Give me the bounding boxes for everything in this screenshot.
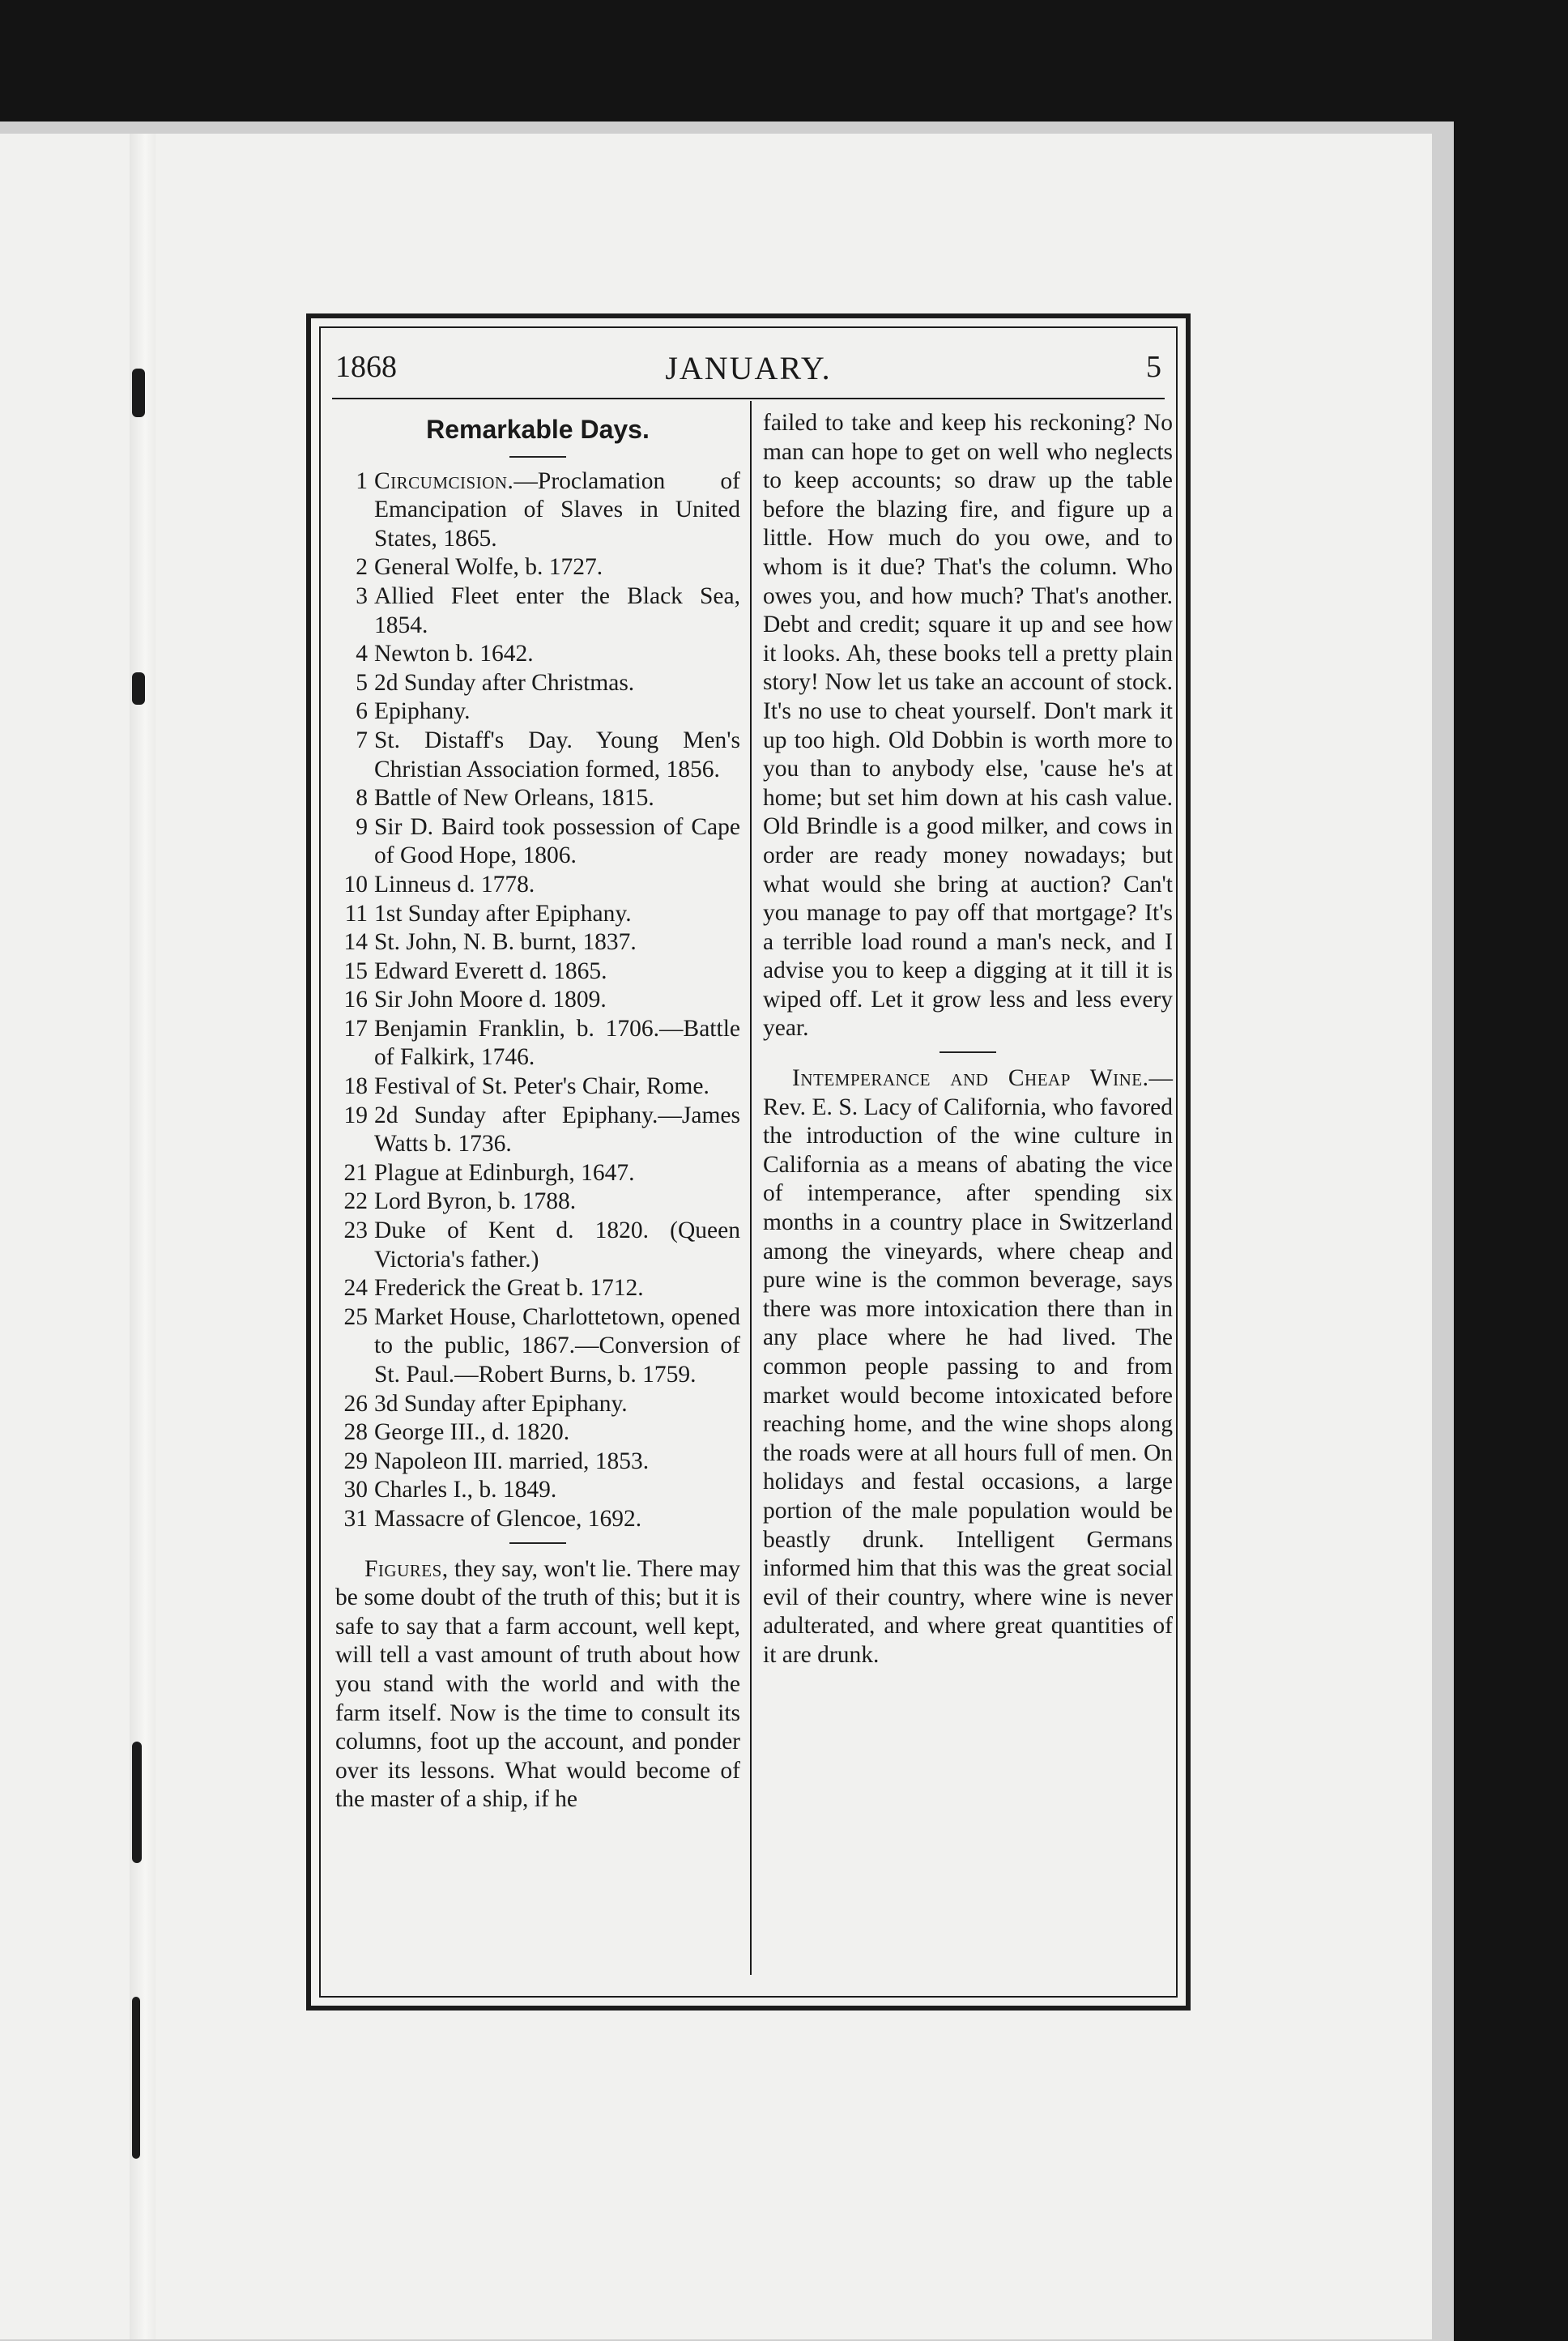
day-text [374,871,740,900]
day-text [374,813,740,871]
day-body: Newton b. 1642. [374,641,534,667]
day-number: 10 [343,871,368,898]
day-text [374,1015,740,1072]
day-text [374,1448,740,1477]
title-rule [509,456,566,458]
day-body: St. Distaff's Day. Young Men's Christian Association formed, 1856. [374,727,740,782]
remarkable-day-item [335,1274,740,1303]
day-number: 19 [343,1102,368,1128]
column-rule [750,401,752,1975]
remarkable-day-item [335,640,740,669]
day-body: Battle of New Orleans, 1815. [374,785,654,812]
binding-stitch [132,672,145,705]
day-body: Linneus d. 1778. [374,871,535,898]
day-body: Frederick the Great b. 1712. [374,1275,644,1302]
day-body: Massacre of Glencoe, 1692. [374,1505,642,1532]
day-text [374,928,740,957]
remarkable-day-item [335,669,740,698]
intemperance-lead: Intemperance and Cheap Wine. [792,1065,1149,1092]
day-number: 4 [356,641,368,667]
header-year: 1868 [335,350,397,384]
page-number: 5 [1146,350,1161,384]
day-number: 2 [356,554,368,581]
day-text [374,582,740,640]
binding-stitch [132,1742,142,1863]
day-number: 23 [343,1217,368,1244]
day-body: Charles I., b. 1849. [374,1477,557,1503]
left-column [335,409,740,1814]
intemperance-paragraph [763,1064,1173,1669]
day-number: 30 [343,1477,368,1503]
binding-stitch [132,1997,140,2159]
remarkable-day-item [335,1188,740,1217]
remarkable-day-item [335,1072,740,1102]
day-body: Duke of Kent d. 1820. (Queen Victoria's father.) [374,1217,740,1273]
day-body: Napoleon III. married, 1853. [374,1448,650,1474]
day-body: Epiphany. [374,698,471,725]
day-body: George III., d. 1820. [374,1419,570,1446]
day-text [374,1505,740,1534]
remarkable-day-item [335,784,740,813]
section-rule [509,1542,566,1544]
day-number: 5 [356,669,368,696]
remarkable-days-list [335,467,740,1534]
day-text [374,784,740,813]
day-body: 2d Sunday after Christmas. [374,669,635,696]
day-number: 25 [343,1303,368,1330]
day-number: 7 [356,727,368,753]
remarkable-day-item [335,1448,740,1477]
day-number: 28 [343,1419,368,1446]
day-text [374,1102,740,1159]
day-number: 24 [343,1275,368,1302]
day-number: 21 [343,1159,368,1186]
day-number: 6 [356,698,368,725]
day-number: 17 [343,1015,368,1042]
day-text [374,986,740,1015]
day-text [374,1072,740,1102]
remarkable-day-item [335,467,740,554]
remarkable-day-item [335,986,740,1015]
day-body: 3d Sunday after Epiphany. [374,1390,628,1417]
remarkable-day-item [335,727,740,784]
day-number: 14 [343,929,368,956]
day-text [374,1188,740,1217]
day-body: 1st Sunday after Epiphany. [374,900,632,927]
day-text [374,1476,740,1505]
remarkable-day-item [335,1505,740,1534]
remarkable-day-item [335,1303,740,1390]
binding-stitch [132,369,145,417]
day-body: Sir John Moore d. 1809. [374,987,607,1013]
page-frame [306,313,1191,2011]
day-body: St. John, N. B. burnt, 1837. [374,929,637,956]
section-rule [940,1051,996,1053]
day-text [374,553,740,582]
figures-paragraph [335,1555,740,1814]
day-body: —Proclamation of Emancipation of Slaves in United States, 1865. [374,467,740,552]
day-body: Lord Byron, b. 1788. [374,1188,577,1215]
day-number: 26 [343,1390,368,1417]
day-number: 15 [343,957,368,984]
day-text [374,727,740,784]
day-text [374,640,740,669]
day-body: Sir D. Baird took possession of Cape of Good Hope, 1806. [374,813,740,869]
remarkable-day-item [335,582,740,640]
day-body: General Wolfe, b. 1727. [374,554,603,581]
header-month: JANUARY. [665,350,832,386]
day-body: Allied Fleet enter the Black Sea, 1854. [374,582,740,638]
day-number: 18 [343,1073,368,1100]
remarkable-day-item [335,871,740,900]
day-body: Festival of St. Peter's Chair, Rome. [374,1073,709,1100]
day-text [374,669,740,698]
day-text [374,1274,740,1303]
figures-lead: Figures, [364,1555,449,1582]
day-number: 29 [343,1448,368,1474]
day-number: 31 [343,1505,368,1532]
day-text [374,1418,740,1448]
day-text [374,1217,740,1274]
day-text [374,697,740,727]
remarkable-days-title: Remarkable Days. [426,415,650,444]
day-number: 3 [356,582,368,609]
day-text [374,957,740,987]
day-body: Plague at Edinburgh, 1647. [374,1159,635,1186]
remarkable-day-item [335,1390,740,1419]
day-number: 1 [356,467,368,494]
remarkable-day-item [335,928,740,957]
day-text [374,1390,740,1419]
remarkable-day-item [335,697,740,727]
day-number: 22 [343,1188,368,1215]
day-body: 2d Sunday after Epiphany.—James Watts b. 1736. [374,1102,740,1158]
remarkable-day-item [335,1476,740,1505]
intemperance-text: —Rev. E. S. Lacy of California, who favored the introduction of the wine culture in California as a means of abating the vice of intemperance, after spending six months in a country place in Switzerland among the vineyards, where cheap and pure wine is the common beverage, says there was more intoxication there than in any place where he had lived. The common people passing to and from market would become intoxicated before reaching home, and the wine shops along the roads were at all hours full of men. On holidays and festal occasions, a large portion of the male population would be beastly drunk. Intelligent Germans informed him that this was the great social evil of their country, where wine is never adulterated, and where great quantities of it are drunk. [763,1065,1173,1668]
remarkable-day-item [335,813,740,871]
right-column [763,409,1173,1670]
day-number: 9 [356,813,368,840]
day-number: 8 [356,785,368,812]
remarkable-day-item [335,1217,740,1274]
remarkable-day-item [335,1418,740,1448]
day-text [374,1159,740,1188]
remarkable-day-item [335,1102,740,1159]
day-body: Market House, Charlottetown, opened to the public, 1867.—Conversion of St. Paul.—Robert Burns, b. 1759. [374,1303,740,1388]
remarkable-day-item [335,1159,740,1188]
day-text [374,900,740,929]
header-rule [332,398,1165,399]
figures-continued: failed to take and keep his reckoning? No man can hope to get on well who neglects to keep accounts; so draw up the table before the blazing fire, and figure up a little. How much do you owe, and to whom is it due? That's the column. Who owes you, and how much? That's another. Debt and credit; square it up and see how it looks. Ah, these books tell a pretty plain story! Now let us take an account of stock. It's no use to cheat yourself. Don't mark it up too high. Old Dobbin is worth more to you than to anybody else, 'cause he's at home; but set him down at his cash value. Old Brindle is a good milker, and cows in order are ready money nowadays; but what would she bring at auction? Can't you manage to pay off that mortgage? It's a terrible load round a man's neck, and I advise you to keep a digging at it till it is wiped off. Let it grow less and less every year. [763,410,1173,1042]
day-number: 16 [343,987,368,1013]
day-body: Edward Everett d. 1865. [374,957,607,984]
remarkable-day-item [335,553,740,582]
running-header [335,349,1161,390]
day-text [374,1303,740,1390]
day-number: 11 [344,900,368,927]
day-text [374,467,740,554]
page-frame-inner [319,326,1178,1998]
figures-text: they say, won't lie. There may be some doubt of the truth of this; but it is safe to say that a farm account, well kept, will tell a vast amount of truth about how you stand with the world and with the farm itself. Now is the time to consult its columns, foot up the account, and ponder over its lessons. What would become of the master of a ship, if he [335,1555,740,1813]
remarkable-day-item [335,900,740,929]
remarkable-day-item [335,957,740,987]
day-label: Circumcision. [374,467,514,494]
remarkable-day-item [335,1015,740,1072]
day-body: Benjamin Franklin, b. 1706.—Battle of Falkirk, 1746. [374,1015,740,1071]
